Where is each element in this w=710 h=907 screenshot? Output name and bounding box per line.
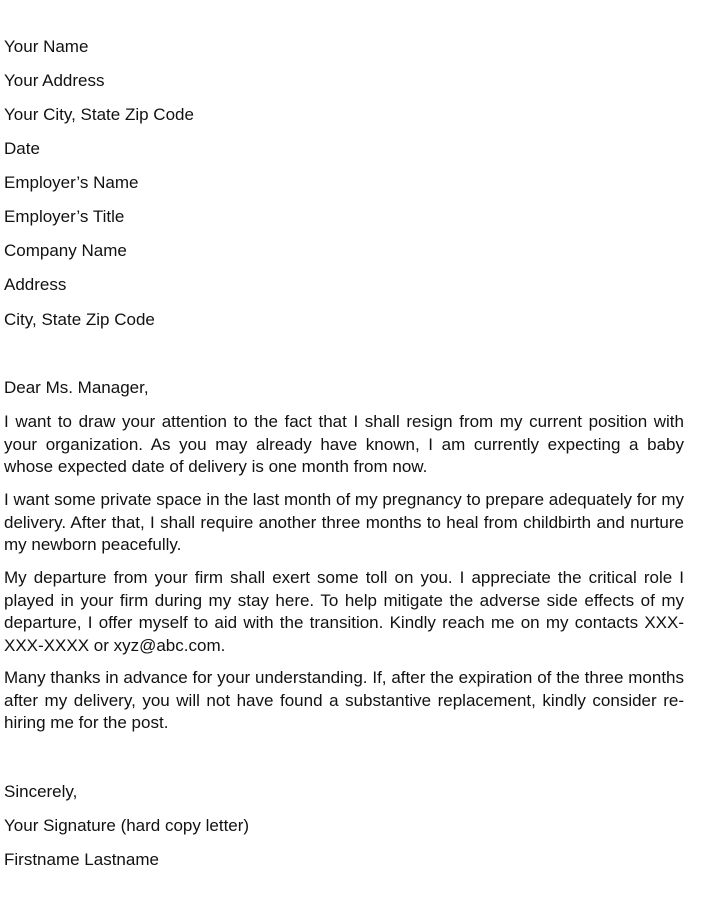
- letter-date: Date: [4, 139, 40, 158]
- signature-line: Your Signature (hard copy letter): [4, 816, 250, 835]
- recipient-employer-name: Employer’s Name: [4, 173, 139, 192]
- body-paragraph-1: I want to draw your attention to the fact that I shall resign from my current position with your organization. As you may already have known, I am currently expecting a baby whose expected date of delivery is one month from now.: [4, 412, 684, 476]
- sender-address: Your Address: [4, 71, 105, 90]
- printed-name: Firstname Lastname: [4, 850, 159, 869]
- salutation: Dear Ms. Manager,: [4, 378, 149, 397]
- valediction: Sincerely,: [4, 782, 78, 801]
- recipient-city-state-zip: City, State Zip Code: [4, 310, 155, 329]
- body-paragraph-3: My departure from your firm shall exert some toll on you. I appreciate the critical role I played in your firm during my stay here. To help mitigate the adverse side effects of my departure, I offer myself to aid with the transition. Kindly reach me on my contacts XXX-XXX-XXXX or xyz@abc.com.: [4, 568, 684, 655]
- body-paragraph-4: Many thanks in advance for your understanding. If, after the expiration of the three months after my delivery, you will not have found a substantive replacement, kindly consider re-hiring me for the post.: [4, 668, 684, 732]
- sender-city-state-zip: Your City, State Zip Code: [4, 105, 194, 124]
- recipient-employer-title: Employer’s Title: [4, 207, 125, 226]
- body-paragraph-2: I want some private space in the last month of my pregnancy to prepare adequately for my delivery. After that, I shall require another three months to heal from childbirth and nurture my newborn peacefully.: [4, 490, 684, 554]
- recipient-company-name: Company Name: [4, 241, 127, 260]
- sender-name: Your Name: [4, 37, 89, 56]
- recipient-address: Address: [4, 275, 67, 294]
